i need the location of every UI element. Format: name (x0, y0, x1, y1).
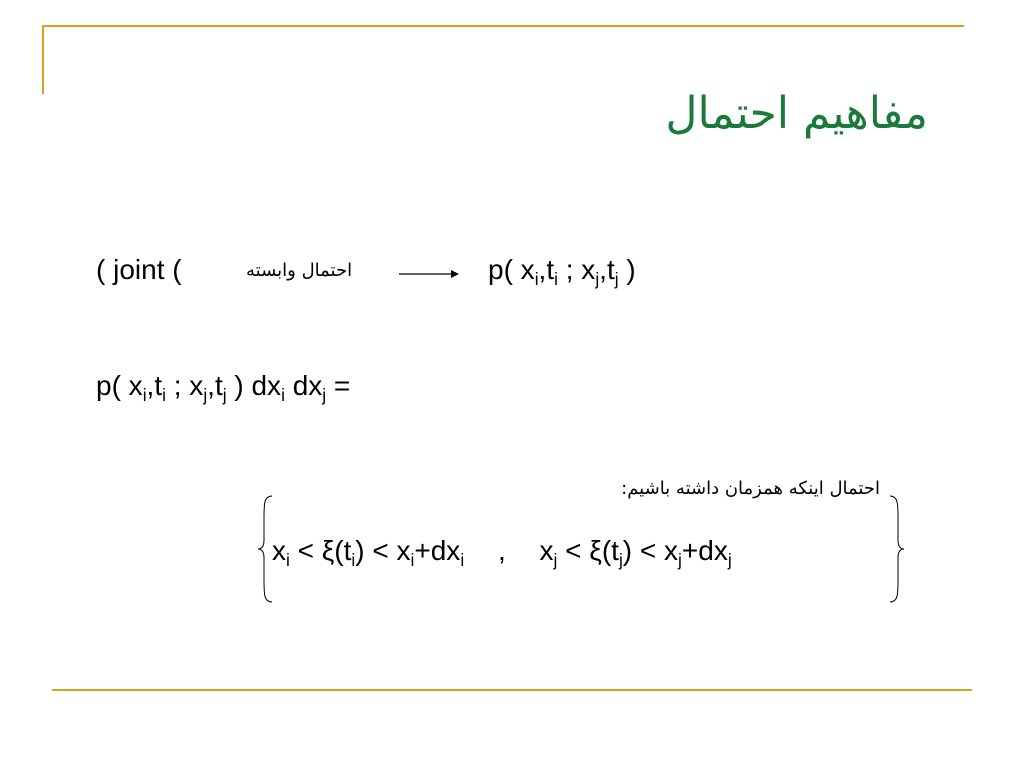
slide-title: مفاهیم احتمال (665, 88, 928, 139)
probability-equation: p( $x_i,t_i$ ; $x_j,t_j$ ) $dx_i$ $dx_j$ = (96, 370, 351, 406)
joint-label: ( joint ( (96, 254, 182, 285)
top-accent-rule (42, 25, 964, 27)
condition-caption-arabic: احتمال اینکه همزمان داشته باشیم: (621, 478, 880, 499)
condition-inequalities: $x_i < \xi(t_i) < x_i+dx_i$ , $x_j < \xi(t_j) < x_j+dx_j$ (272, 535, 732, 571)
bottom-accent-rule (52, 689, 972, 691)
right-brace-icon (886, 494, 906, 604)
joint-probability-row (96, 250, 996, 290)
right-arrow-icon (399, 268, 459, 280)
left-accent-rule (42, 25, 44, 94)
probability-expression: p( $x_i,t_i$ ; $x_j,t_j$ ) (488, 254, 636, 290)
joint-term-arabic: احتمال وابسته (246, 260, 353, 281)
